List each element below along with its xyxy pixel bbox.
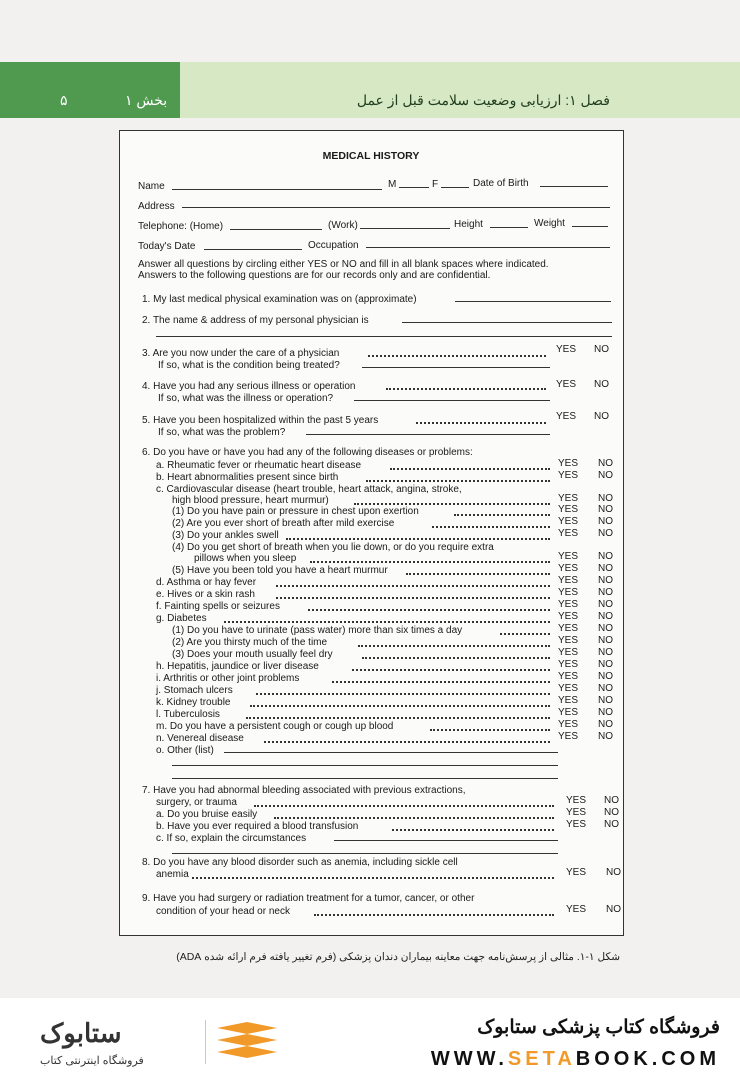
q6d-no[interactable]: NO — [598, 575, 613, 586]
logo-mark — [212, 1018, 282, 1066]
q7c-field-2[interactable] — [172, 853, 558, 854]
q6i-yes[interactable]: YES — [558, 671, 579, 682]
q7-no[interactable]: NO — [604, 795, 619, 806]
q4-text: 4. Have you had any serious illness or operation — [142, 381, 356, 392]
store-url[interactable] — [431, 1048, 720, 1071]
q9-text-1: 9. Have you had surgery or radiation treatment for a tumor, cancer, or other — [142, 893, 475, 904]
male-field[interactable] — [399, 187, 429, 188]
q6f-leader — [308, 609, 550, 611]
q6g3-text: (3) Does your mouth usually feel dry — [172, 649, 333, 660]
url-prefix: WWW. — [430, 1048, 508, 1070]
q3-followup-field[interactable] — [362, 367, 550, 368]
header-light-band — [180, 62, 740, 118]
q6g2-no[interactable]: NO — [598, 635, 613, 646]
chapter-header-bar — [0, 62, 740, 118]
medical-history-form — [119, 130, 624, 936]
q6i-leader — [332, 681, 550, 683]
telephone-home-label: Telephone: (Home) — [138, 221, 224, 232]
logo-chevron-icon — [212, 1018, 282, 1066]
q6g2-yes[interactable]: YES — [558, 635, 579, 646]
q7c-field-1[interactable] — [334, 840, 558, 841]
q6n-leader — [264, 741, 550, 743]
q1-field[interactable] — [455, 301, 611, 302]
q6l-text: l. Tuberculosis — [156, 709, 220, 720]
q6g1-text: (1) Do you have to urinate (pass water) more than six times a day — [172, 625, 463, 636]
female-field[interactable] — [441, 187, 469, 188]
height-label: Height — [454, 219, 483, 230]
q6c3-yes[interactable]: YES — [558, 528, 579, 539]
q6c-text-2: high blood pressure, heart murmur) — [172, 495, 329, 506]
q6c2-leader — [432, 526, 550, 528]
q6a-yes[interactable]: YES — [558, 458, 579, 469]
q6c1-yes[interactable]: YES — [558, 504, 579, 515]
q6c-text-1: c. Cardiovascular disease (heart trouble, heart attack, angina, stroke, — [156, 484, 462, 495]
q6c-yes[interactable]: YES — [558, 493, 579, 504]
q6j-no[interactable]: NO — [598, 683, 613, 694]
q3-no[interactable]: NO — [594, 344, 609, 355]
dob-label: Date of Birth — [473, 178, 529, 189]
q7a-yes[interactable]: YES — [566, 807, 587, 818]
q6g2-text: (2) Are you thirsty much of the time — [172, 637, 328, 648]
q6n-text: n. Venereal disease — [156, 733, 244, 744]
q8-no[interactable]: NO — [606, 867, 621, 878]
q6j-text: j. Stomach ulcers — [156, 685, 233, 696]
q8-leader — [192, 877, 554, 879]
q6a-no[interactable]: NO — [598, 458, 613, 469]
q7b-text: b. Have you ever required a blood transfusion — [156, 821, 359, 832]
q6j-yes[interactable]: YES — [558, 683, 579, 694]
q9-leader — [314, 914, 554, 916]
q6c1-leader — [454, 514, 550, 516]
male-label: M — [388, 179, 397, 190]
q7b-leader — [392, 829, 554, 831]
q6e-no[interactable]: NO — [598, 587, 613, 598]
q6b-text: b. Heart abnormalities present since birth — [156, 472, 339, 483]
q6o-field-2[interactable] — [172, 765, 558, 766]
publisher-footer — [0, 998, 740, 1080]
section-label: بخش ۱ — [125, 92, 168, 108]
q3-leader — [368, 355, 546, 357]
q6l-yes[interactable]: YES — [558, 707, 579, 718]
q3-text: 3. Are you now under the care of a physician — [142, 348, 340, 359]
q6k-text: k. Kidney trouble — [156, 697, 231, 708]
q6c4-leader — [310, 561, 550, 563]
telephone-work-field[interactable] — [360, 228, 450, 229]
q6c1-text: (1) Do you have pain or pressure in chest upon exertion — [172, 506, 419, 517]
q6g3-no[interactable]: NO — [598, 647, 613, 658]
q3-followup: If so, what is the condition being treated? — [158, 360, 340, 371]
q6f-text: f. Fainting spells or seizures — [156, 601, 280, 612]
dob-field[interactable] — [540, 186, 608, 187]
q6b-no[interactable]: NO — [598, 470, 613, 481]
q6g1-yes[interactable]: YES — [558, 623, 579, 634]
q6d-yes[interactable]: YES — [558, 575, 579, 586]
q6o-field-1[interactable] — [224, 752, 558, 753]
header-dark-band — [0, 62, 180, 118]
occupation-label: Occupation — [308, 240, 359, 251]
q6g1-no[interactable]: NO — [598, 623, 613, 634]
q6c5-text: (5) Have you been told you have a heart murmur — [172, 565, 388, 576]
q2-field-2[interactable] — [156, 336, 612, 337]
q5-followup: If so, what was the problem? — [158, 427, 286, 438]
q9-no[interactable]: NO — [606, 904, 621, 915]
q7c-text: c. If so, explain the circumstances — [156, 833, 307, 844]
q2-field-1[interactable] — [402, 322, 612, 323]
q6e-leader — [276, 597, 550, 599]
q7b-no[interactable]: NO — [604, 819, 619, 830]
logo-wordmark: ستابوک — [40, 1018, 122, 1048]
q7-yes[interactable]: YES — [566, 795, 587, 806]
q7-text-1: 7. Have you had abnormal bleeding associated with previous extractions, — [142, 785, 466, 796]
q8-text-1: 8. Do you have any blood disorder such as anemia, including sickle cell — [142, 857, 458, 868]
q4-no[interactable]: NO — [594, 379, 609, 390]
form-title: MEDICAL HISTORY — [322, 150, 420, 162]
q6n-yes[interactable]: YES — [558, 731, 579, 742]
q6c3-leader — [286, 538, 550, 540]
q7-leader — [254, 805, 554, 807]
q7a-text: a. Do you bruise easily — [156, 809, 258, 820]
q6l-leader — [246, 717, 550, 719]
q6g-no[interactable]: NO — [598, 611, 613, 622]
q6k-leader — [250, 705, 550, 707]
q6k-no[interactable]: NO — [598, 695, 613, 706]
address-label: Address — [138, 201, 175, 212]
q6o-field-3[interactable] — [172, 778, 558, 779]
q6b-yes[interactable]: YES — [558, 470, 579, 481]
occupation-field[interactable] — [366, 247, 610, 248]
q6c3-no[interactable]: NO — [598, 528, 613, 539]
q6g3-leader — [362, 657, 550, 659]
q6a-leader — [390, 468, 550, 470]
q7-text-2: surgery, or trauma — [156, 797, 237, 808]
q5-followup-field[interactable] — [306, 434, 550, 435]
q4-followup-field[interactable] — [354, 400, 550, 401]
q4-leader — [386, 388, 546, 390]
q6e-yes[interactable]: YES — [558, 587, 579, 598]
q7a-leader — [274, 817, 554, 819]
q6o-text: o. Other (list) — [156, 745, 214, 756]
q6k-yes[interactable]: YES — [558, 695, 579, 706]
q6g-yes[interactable]: YES — [558, 611, 579, 622]
height-field[interactable] — [490, 227, 528, 228]
telephone-work-label: (Work) — [328, 220, 358, 231]
q5-no[interactable]: NO — [594, 411, 609, 422]
q6m-no[interactable]: NO — [598, 719, 613, 730]
q4-yes[interactable]: YES — [556, 379, 577, 390]
name-field[interactable] — [172, 189, 382, 190]
q6b-leader — [366, 480, 550, 482]
q6h-text: h. Hepatitis, jaundice or liver disease — [156, 661, 319, 672]
todays-date-field[interactable] — [204, 249, 302, 250]
q6d-text: d. Asthma or hay fever — [156, 577, 257, 588]
q6c4-no[interactable]: NO — [598, 551, 613, 562]
q6c2-yes[interactable]: YES — [558, 516, 579, 527]
q6j-leader — [256, 693, 550, 695]
q4-followup: If so, what was the illness or operation? — [158, 393, 334, 404]
q6c2-text: (2) Are you ever short of breath after mild exercise — [172, 518, 395, 529]
q8-yes[interactable]: YES — [566, 867, 587, 878]
q6c2-no[interactable]: NO — [598, 516, 613, 527]
q6g2-leader — [358, 645, 550, 647]
q6h-leader — [352, 669, 550, 671]
q6m-leader — [430, 729, 550, 731]
q6c3-text: (3) Do your ankles swell — [172, 530, 279, 541]
instructions-line-2: Answers to the following questions are for our records only and are confidential. — [138, 270, 491, 281]
q9-yes[interactable]: YES — [566, 904, 587, 915]
q3-yes[interactable]: YES — [556, 344, 577, 355]
q7b-yes[interactable]: YES — [566, 819, 587, 830]
female-label: F — [432, 179, 439, 190]
q6c5-leader — [406, 573, 550, 575]
q6c5-yes[interactable]: YES — [558, 563, 579, 574]
q6g-leader — [224, 621, 550, 623]
telephone-home-field[interactable] — [230, 229, 322, 230]
q8-text-2: anemia — [156, 869, 189, 880]
q6i-no[interactable]: NO — [598, 671, 613, 682]
q6m-text: m. Do you have a persistent cough or cough up blood — [156, 721, 394, 732]
figure-caption: شکل ۱-۱. مثالی از پرسش‌نامه جهت معاینه بیماران دندان پزشکی (فرم تغییر یافته فرم ارائه شده ADA) — [176, 951, 620, 963]
q6c4-text-1: (4) Do you get short of breath when you lie down, or do you require extra — [172, 542, 494, 553]
q9-text-2: condition of your head or neck — [156, 906, 290, 917]
q6c-no[interactable]: NO — [598, 493, 613, 504]
page-number: ۵ — [60, 92, 68, 108]
store-name: فروشگاه کتاب پزشکی ستابوک — [477, 1017, 720, 1038]
q5-yes[interactable]: YES — [556, 411, 577, 422]
address-field[interactable] — [182, 207, 610, 208]
q6g1-leader — [500, 633, 550, 635]
q6e-text: e. Hives or a skin rash — [156, 589, 255, 600]
q6i-text: i. Arthritis or other joint problems — [156, 673, 300, 684]
q6c1-no[interactable]: NO — [598, 504, 613, 515]
q6g-text: g. Diabetes — [156, 613, 207, 624]
instructions-line-1: Answer all questions by circling either YES or NO and fill in all blank spaces where indicated. — [138, 259, 549, 270]
weight-label: Weight — [534, 218, 565, 229]
q6l-no[interactable]: NO — [598, 707, 613, 718]
url-highlight: SETA — [507, 1048, 576, 1070]
q6c4-text-2: pillows when you sleep — [194, 553, 297, 564]
q1-text: 1. My last medical physical examination was on (approximate) — [142, 294, 417, 305]
name-label: Name — [138, 181, 165, 192]
q6a-text: a. Rheumatic fever or rheumatic heart disease — [156, 460, 362, 471]
q2-text: 2. The name & address of my personal physician is — [142, 315, 369, 326]
logo-tagline: فروشگاه اینترنتی کتاب — [40, 1055, 144, 1067]
q6-text: 6. Do you have or have you had any of the following diseases or problems: — [142, 447, 473, 458]
q7a-no[interactable]: NO — [604, 807, 619, 818]
q6h-no[interactable]: NO — [598, 659, 613, 670]
q6c4-yes[interactable]: YES — [558, 551, 579, 562]
q6f-yes[interactable]: YES — [558, 599, 579, 610]
q6f-no[interactable]: NO — [598, 599, 613, 610]
todays-date-label: Today's Date — [138, 241, 196, 252]
q5-leader — [416, 422, 546, 424]
logo-separator — [205, 1020, 206, 1064]
q6d-leader — [276, 585, 550, 587]
chapter-title: فصل ۱: ارزیابی وضعیت سلامت قبل از عمل — [356, 92, 610, 108]
q6m-yes[interactable]: YES — [558, 719, 579, 730]
q6c-leader — [354, 503, 550, 505]
url-suffix: BOOK.COM — [575, 1048, 720, 1070]
q5-text: 5. Have you been hospitalized within the past 5 years — [142, 415, 379, 426]
weight-field[interactable] — [572, 226, 608, 227]
q6c5-no[interactable]: NO — [598, 563, 613, 574]
q6n-no[interactable]: NO — [598, 731, 613, 742]
q6g3-yes[interactable]: YES — [558, 647, 579, 658]
q6h-yes[interactable]: YES — [558, 659, 579, 670]
